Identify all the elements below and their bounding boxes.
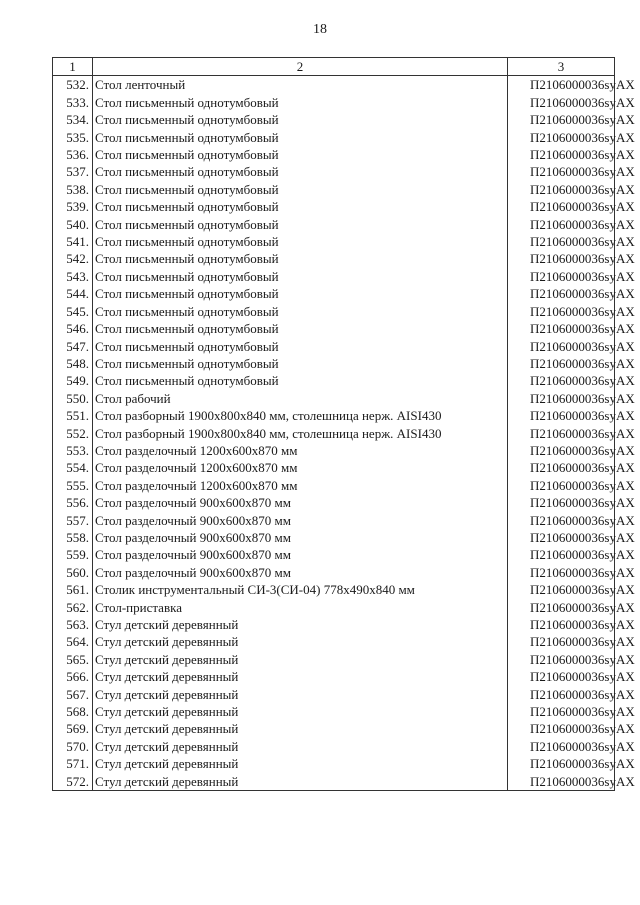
row-number: 560. xyxy=(53,564,93,581)
item-code: П2106000036syAX xyxy=(508,233,615,250)
table-row xyxy=(53,459,615,476)
table-row xyxy=(53,320,615,337)
item-code: П2106000036syAX xyxy=(508,181,615,198)
table-row xyxy=(53,477,615,494)
item-name: Стул детский деревянный xyxy=(93,738,508,755)
row-number: 552. xyxy=(53,425,93,442)
table-row xyxy=(53,338,615,355)
item-name: Стол письменный однотумбовый xyxy=(93,250,508,267)
row-number: 535. xyxy=(53,129,93,146)
row-number: 556. xyxy=(53,494,93,511)
table-row xyxy=(53,738,615,755)
item-name: Стол письменный однотумбовый xyxy=(93,216,508,233)
item-name: Стол письменный однотумбовый xyxy=(93,338,508,355)
item-name: Стол письменный однотумбовый xyxy=(93,198,508,215)
item-code: П2106000036syAX xyxy=(508,216,615,233)
table-row xyxy=(53,755,615,772)
table-row xyxy=(53,372,615,389)
table-body xyxy=(53,76,635,791)
item-code: П2106000036syAX xyxy=(508,250,615,267)
item-name: Стул детский деревянный xyxy=(93,773,508,791)
item-code: П2106000036syAX xyxy=(508,303,615,320)
item-code: П2106000036syAX xyxy=(508,111,615,128)
row-number: 551. xyxy=(53,407,93,424)
row-number: 553. xyxy=(53,442,93,459)
row-number: 537. xyxy=(53,163,93,180)
item-name: Стол разделочный 1200x600x870 мм xyxy=(93,459,508,476)
table-row xyxy=(53,651,615,668)
column-header-code: 3 xyxy=(508,58,615,76)
item-name: Стол письменный однотумбовый xyxy=(93,355,508,372)
row-number: 545. xyxy=(53,303,93,320)
item-code: П2106000036syAX xyxy=(508,581,615,598)
row-number: 548. xyxy=(53,355,93,372)
table-row xyxy=(53,268,615,285)
row-number: 546. xyxy=(53,320,93,337)
item-code: П2106000036syAX xyxy=(508,529,615,546)
row-number: 544. xyxy=(53,285,93,302)
row-number: 565. xyxy=(53,651,93,668)
item-name: Стол письменный однотумбовый xyxy=(93,94,508,111)
table-row xyxy=(53,285,615,302)
row-number: 534. xyxy=(53,111,93,128)
table-row xyxy=(53,181,615,198)
row-number: 568. xyxy=(53,703,93,720)
item-code: П2106000036syAX xyxy=(508,198,615,215)
item-name: Стол рабочий xyxy=(93,390,508,407)
table-row xyxy=(53,76,615,94)
row-number: 563. xyxy=(53,616,93,633)
item-name: Стол разборный 1900x800x840 мм, столешница нерж. AISI430 xyxy=(93,425,508,442)
table-row xyxy=(53,564,615,581)
item-name: Стол разделочный 900x600x870 мм xyxy=(93,529,508,546)
item-name: Стол письменный однотумбовый xyxy=(93,285,508,302)
table-row xyxy=(53,216,615,233)
item-code: П2106000036syAX xyxy=(508,442,615,459)
row-number: 572. xyxy=(53,773,93,791)
item-code: П2106000036syAX xyxy=(508,668,615,685)
item-name: Столик инструментальный СИ-3(СИ-04) 778x490x840 мм xyxy=(93,581,508,598)
row-number: 571. xyxy=(53,755,93,772)
row-number: 543. xyxy=(53,268,93,285)
item-name: Стол разделочный 900x600x870 мм xyxy=(93,546,508,563)
row-number: 567. xyxy=(53,686,93,703)
row-number: 564. xyxy=(53,633,93,650)
item-code: П2106000036syAX xyxy=(508,407,615,424)
table-row xyxy=(53,425,615,442)
item-code: П2106000036syAX xyxy=(508,285,615,302)
table-row xyxy=(53,390,615,407)
table-row xyxy=(53,94,615,111)
table-row xyxy=(53,407,615,424)
item-name: Стол письменный однотумбовый xyxy=(93,268,508,285)
table-row xyxy=(53,494,615,511)
item-name: Стул детский деревянный xyxy=(93,686,508,703)
item-code: П2106000036syAX xyxy=(508,494,615,511)
item-code: П2106000036syAX xyxy=(508,546,615,563)
item-code: П2106000036syAX xyxy=(508,76,615,94)
table-row xyxy=(53,599,615,616)
item-name: Стол письменный однотумбовый xyxy=(93,303,508,320)
row-number: 536. xyxy=(53,146,93,163)
table-row xyxy=(53,129,615,146)
item-code: П2106000036syAX xyxy=(508,703,615,720)
item-name: Стул детский деревянный xyxy=(93,616,508,633)
row-number: 555. xyxy=(53,477,93,494)
item-code: П2106000036syAX xyxy=(508,129,615,146)
item-name: Стол-приставка xyxy=(93,599,508,616)
row-number: 538. xyxy=(53,181,93,198)
item-code: П2106000036syAX xyxy=(508,390,615,407)
row-number: 569. xyxy=(53,720,93,737)
item-code: П2106000036syAX xyxy=(508,633,615,650)
item-name: Стол письменный однотумбовый xyxy=(93,129,508,146)
table-row xyxy=(53,442,615,459)
table-row xyxy=(53,233,615,250)
row-number: 558. xyxy=(53,529,93,546)
row-number: 557. xyxy=(53,512,93,529)
table-row xyxy=(53,303,615,320)
table-row xyxy=(53,633,615,650)
item-name: Стол ленточный xyxy=(93,76,508,94)
item-name: Стол письменный однотумбовый xyxy=(93,163,508,180)
item-code: П2106000036syAX xyxy=(508,720,615,737)
item-name: Стул детский деревянный xyxy=(93,633,508,650)
item-name: Стол письменный однотумбовый xyxy=(93,146,508,163)
item-name: Стол письменный однотумбовый xyxy=(93,320,508,337)
item-code: П2106000036syAX xyxy=(508,459,615,476)
table-row xyxy=(53,355,615,372)
table-row xyxy=(53,773,615,791)
item-name: Стол разделочный 900x600x870 мм xyxy=(93,494,508,511)
table-row xyxy=(53,720,615,737)
item-name: Стол письменный однотумбовый xyxy=(93,111,508,128)
table-row xyxy=(53,546,615,563)
item-name: Стол письменный однотумбовый xyxy=(93,233,508,250)
item-name: Стол письменный однотумбовый xyxy=(93,181,508,198)
column-header-name: 2 xyxy=(93,58,508,76)
item-name: Стул детский деревянный xyxy=(93,651,508,668)
item-code: П2106000036syAX xyxy=(508,755,615,772)
item-code: П2106000036syAX xyxy=(508,512,615,529)
row-number: 554. xyxy=(53,459,93,476)
registry-table xyxy=(52,57,635,791)
item-code: П2106000036syAX xyxy=(508,738,615,755)
table-row xyxy=(53,529,615,546)
table-row xyxy=(53,703,615,720)
row-number: 541. xyxy=(53,233,93,250)
item-code: П2106000036syAX xyxy=(508,320,615,337)
item-code: П2106000036syAX xyxy=(508,773,615,791)
row-number: 532. xyxy=(53,76,93,94)
item-name: Стул детский деревянный xyxy=(93,668,508,685)
row-number: 559. xyxy=(53,546,93,563)
item-name: Стол письменный однотумбовый xyxy=(93,372,508,389)
item-code: П2106000036syAX xyxy=(508,94,615,111)
row-number: 561. xyxy=(53,581,93,598)
item-name: Стол разделочный 1200x600x870 мм xyxy=(93,477,508,494)
table-row xyxy=(53,668,615,685)
item-code: П2106000036syAX xyxy=(508,268,615,285)
row-number: 550. xyxy=(53,390,93,407)
table-row xyxy=(53,581,615,598)
page-number: 18 xyxy=(313,22,327,37)
table-row xyxy=(53,686,615,703)
row-number: 539. xyxy=(53,198,93,215)
item-name: Стул детский деревянный xyxy=(93,720,508,737)
item-code: П2106000036syAX xyxy=(508,163,615,180)
item-code: П2106000036syAX xyxy=(508,146,615,163)
row-number: 570. xyxy=(53,738,93,755)
row-number: 542. xyxy=(53,250,93,267)
item-code: П2106000036syAX xyxy=(508,686,615,703)
item-name: Стол разделочный 1200x600x870 мм xyxy=(93,442,508,459)
row-number: 547. xyxy=(53,338,93,355)
table-header-row xyxy=(53,58,615,76)
item-code: П2106000036syAX xyxy=(508,355,615,372)
item-name: Стул детский деревянный xyxy=(93,703,508,720)
item-code: П2106000036syAX xyxy=(508,651,615,668)
item-code: П2106000036syAX xyxy=(508,616,615,633)
item-code: П2106000036syAX xyxy=(508,372,615,389)
item-code: П2106000036syAX xyxy=(508,477,615,494)
column-header-number: 1 xyxy=(53,58,93,76)
table-row xyxy=(53,250,615,267)
item-code: П2106000036syAX xyxy=(508,564,615,581)
table-row xyxy=(53,512,615,529)
table-row xyxy=(53,198,615,215)
row-number: 566. xyxy=(53,668,93,685)
item-code: П2106000036syAX xyxy=(508,599,615,616)
row-number: 562. xyxy=(53,599,93,616)
table-row xyxy=(53,616,615,633)
item-name: Стул детский деревянный xyxy=(93,755,508,772)
row-number: 549. xyxy=(53,372,93,389)
table-row xyxy=(53,111,615,128)
item-name: Стол разделочный 900x600x870 мм xyxy=(93,564,508,581)
item-name: Стол разборный 1900x800x840 мм, столешница нерж. AISI430 xyxy=(93,407,508,424)
item-code: П2106000036syAX xyxy=(508,425,615,442)
item-name: Стол разделочный 900x600x870 мм xyxy=(93,512,508,529)
table-row xyxy=(53,163,615,180)
item-code: П2106000036syAX xyxy=(508,338,615,355)
table-row xyxy=(53,146,615,163)
row-number: 533. xyxy=(53,94,93,111)
row-number: 540. xyxy=(53,216,93,233)
